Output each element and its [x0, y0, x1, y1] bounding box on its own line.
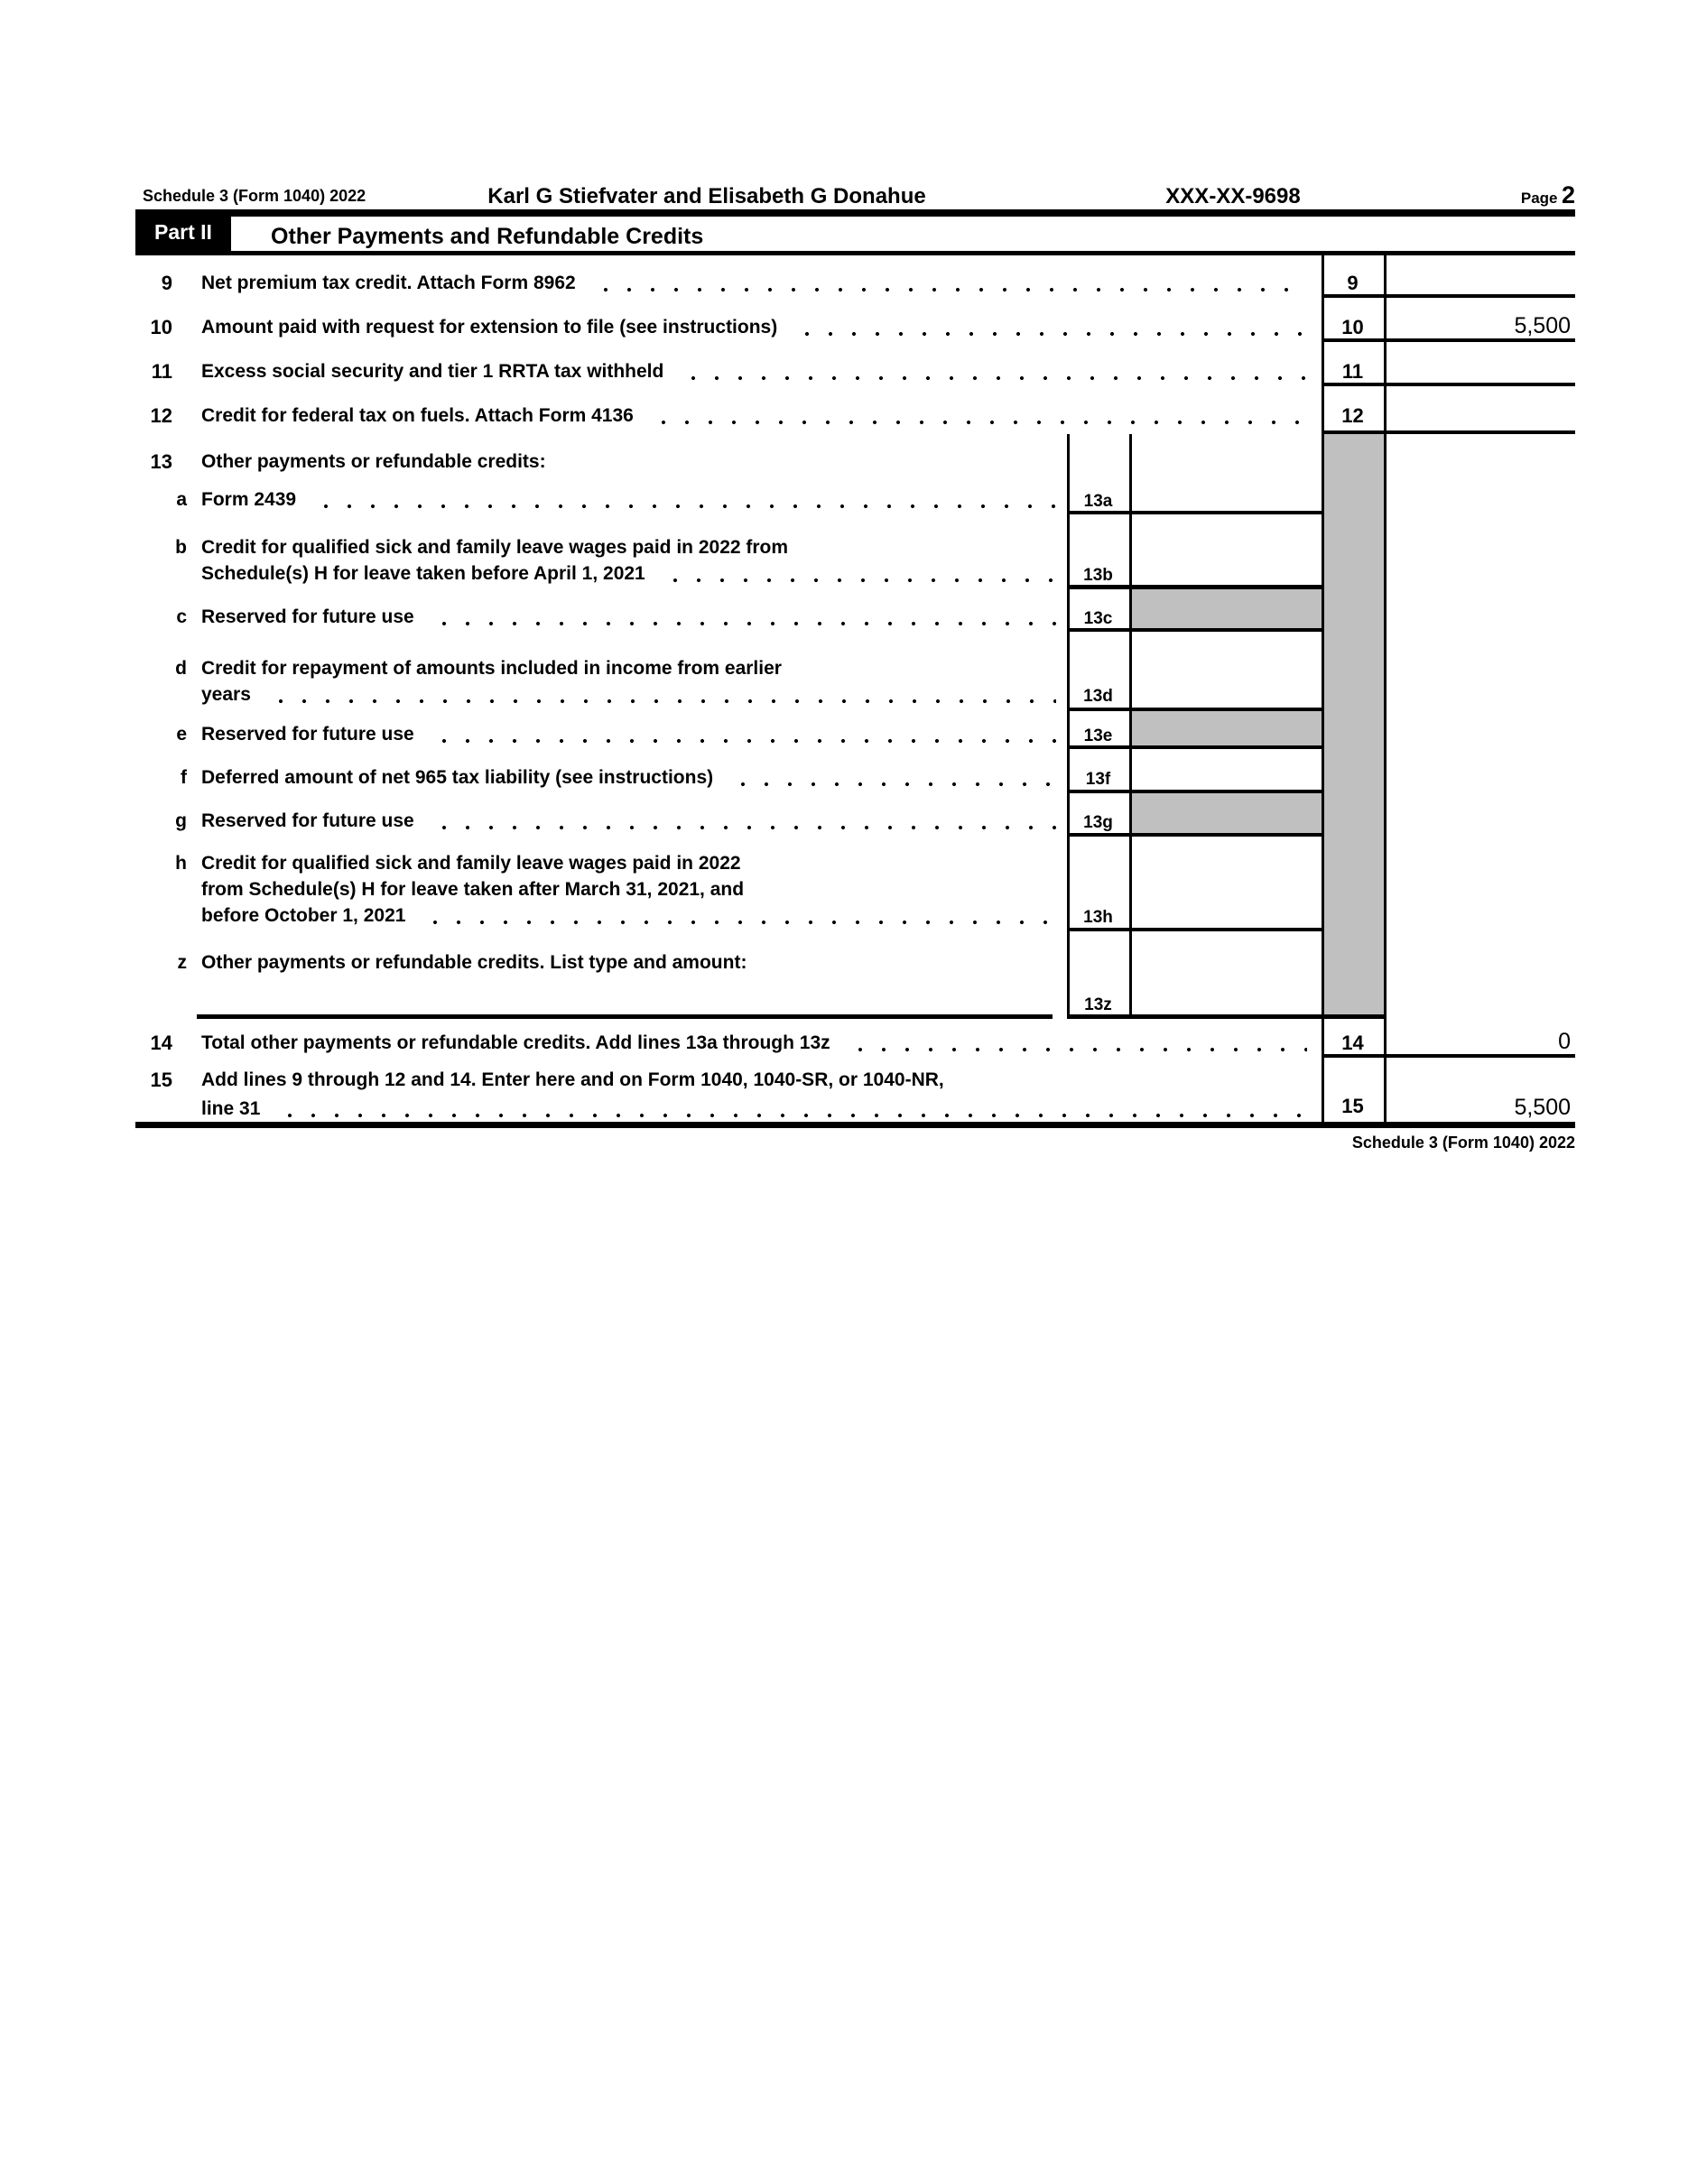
header-ssn: XXX-XX-9698 [1165, 184, 1301, 208]
row-14-box-label: 14 [1341, 1032, 1364, 1054]
row-12-box-label: 12 [1341, 404, 1364, 427]
row-13g-letter: g [175, 810, 187, 831]
dot-leader [643, 420, 1307, 425]
part2-label: Part II [154, 220, 212, 244]
row-13-description: Other payments or refundable credits: [201, 451, 546, 472]
row-9-description: Net premium tax credit. Attach Form 8962 [201, 271, 1309, 296]
row-13h-box-label: 13h [1083, 908, 1113, 927]
row-10-description: Amount paid with request for extension to file (see instructions) [201, 315, 1309, 340]
dot-leader [839, 1047, 1307, 1052]
row-13h-letter: h [175, 853, 187, 874]
header-rule [135, 209, 1575, 217]
divider-below-12 [1322, 430, 1575, 434]
row-13e-box-label: 13e [1083, 726, 1113, 745]
row-13f-description: Deferred amount of net 965 tax liability (see instructions) [201, 765, 1058, 791]
row-13g-box-label: 13g [1083, 813, 1113, 832]
row-9-box-label: 9 [1347, 272, 1359, 294]
header-taxpayer-names: Karl G Stiefvater and Elisabeth G Donahue [487, 184, 926, 208]
bottom-rule [135, 1122, 1575, 1128]
row-15-amount[interactable]: 5,500 [1514, 1095, 1571, 1120]
dot-leader [423, 825, 1056, 830]
row-14-line-number: 14 [150, 1032, 172, 1054]
row-15-line-number: 15 [150, 1069, 172, 1091]
part2-bottom-rule [135, 251, 1575, 255]
row-15-description-line2: line 31 [201, 1097, 1309, 1122]
shaded-cell-13e [1132, 711, 1322, 745]
row-13z-description: Other payments or refundable credits. List type and amount: [201, 952, 747, 973]
row-13b-description-line1: Credit for qualified sick and family leave wages paid in 2022 from [201, 537, 789, 558]
row-13h-description-line1: Credit for qualified sick and family leave wages paid in 2022 [201, 853, 741, 874]
row-13b-box-label: 13b [1083, 566, 1113, 585]
row-13e-letter: e [176, 724, 187, 745]
shaded-number-column [1324, 434, 1384, 1014]
row-13c-box-label: 13c [1083, 609, 1113, 628]
dot-leader [260, 699, 1056, 704]
dot-leader [269, 1113, 1307, 1118]
row-13g-description: Reserved for future use [201, 809, 1058, 834]
part2-label-box [135, 209, 231, 255]
row-13b-description-line2: Schedule(s) H for leave taken before April 1, 2021 [201, 561, 1058, 587]
dot-leader [672, 375, 1307, 381]
row-13b-letter: b [175, 537, 187, 558]
row-9-amount[interactable] [1394, 268, 1571, 295]
header-form-id: Schedule 3 (Form 1040) 2022 [143, 187, 366, 205]
row-13h-description-line2: from Schedule(s) H for leave taken after March 31, 2021, and [201, 879, 745, 900]
part2-title: Other Payments and Refundable Credits [271, 224, 704, 249]
row-9-line-number: 9 [161, 272, 172, 294]
row-13e-description: Reserved for future use [201, 722, 1058, 747]
footer-form-id: Schedule 3 (Form 1040) 2022 [1351, 1134, 1575, 1152]
row-12-description: Credit for federal tax on fuels. Attach Form 4136 [201, 403, 1309, 429]
page-number: 2 [1561, 181, 1575, 208]
row-13z-box-label: 13z [1084, 995, 1112, 1014]
13z-write-in-line[interactable] [197, 1014, 1053, 1019]
row-13-line-number: 13 [150, 450, 172, 473]
row-10-amount[interactable]: 5,500 [1514, 313, 1571, 338]
row-13a-letter: a [176, 489, 187, 510]
row-13a-description: Form 2439 [201, 487, 1058, 513]
row-13d-letter: d [175, 658, 187, 679]
row-11-description: Excess social security and tier 1 RRTA tax withheld [201, 359, 1309, 384]
row-11-line-number: 11 [151, 360, 172, 383]
row-13d-description-line1: Credit for repayment of amounts included in income from earlier [201, 658, 782, 679]
dot-leader [423, 621, 1056, 626]
dot-leader [423, 738, 1056, 744]
header-page-indicator [1521, 181, 1575, 209]
row-11-box-label: 11 [1341, 360, 1364, 383]
row-12-line-number: 12 [150, 404, 172, 427]
row-14-amount[interactable]: 0 [1558, 1029, 1571, 1054]
row-13f-letter: f [181, 767, 187, 788]
row-15-box-label: 15 [1341, 1095, 1364, 1117]
dot-leader [414, 920, 1056, 925]
row-12-amount[interactable] [1394, 401, 1571, 428]
row-15-description-line1: Add lines 9 through 12 and 14. Enter here and on Form 1040, 1040-SR, or 1040-NR, [201, 1069, 944, 1090]
row-13z-letter: z [177, 952, 187, 973]
row-10-line-number: 10 [150, 316, 172, 338]
row-13h-description-line3: before October 1, 2021 [201, 903, 1058, 929]
dot-leader [786, 331, 1307, 337]
row-13c-letter: c [176, 606, 187, 627]
page-word: Page [1520, 190, 1558, 207]
dot-leader [585, 287, 1307, 292]
row-13d-box-label: 13d [1083, 687, 1113, 706]
amount-column-left-line [1384, 255, 1387, 1128]
dot-leader [305, 504, 1056, 509]
row-13f-box-label: 13f [1085, 770, 1111, 789]
row-13d-description-line2: years [201, 682, 1058, 708]
row-13c-description: Reserved for future use [201, 605, 1058, 630]
row-10-box-label: 10 [1341, 316, 1364, 338]
dot-leader [722, 782, 1056, 787]
row-13a-box-label: 13a [1083, 492, 1113, 511]
row-14-description: Total other payments or refundable credits. Add lines 13a through 13z [201, 1031, 1309, 1056]
shaded-cell-13g [1132, 793, 1322, 833]
row-11-amount[interactable] [1394, 356, 1571, 384]
dot-leader [654, 578, 1056, 583]
shaded-cell-13c [1132, 589, 1322, 628]
